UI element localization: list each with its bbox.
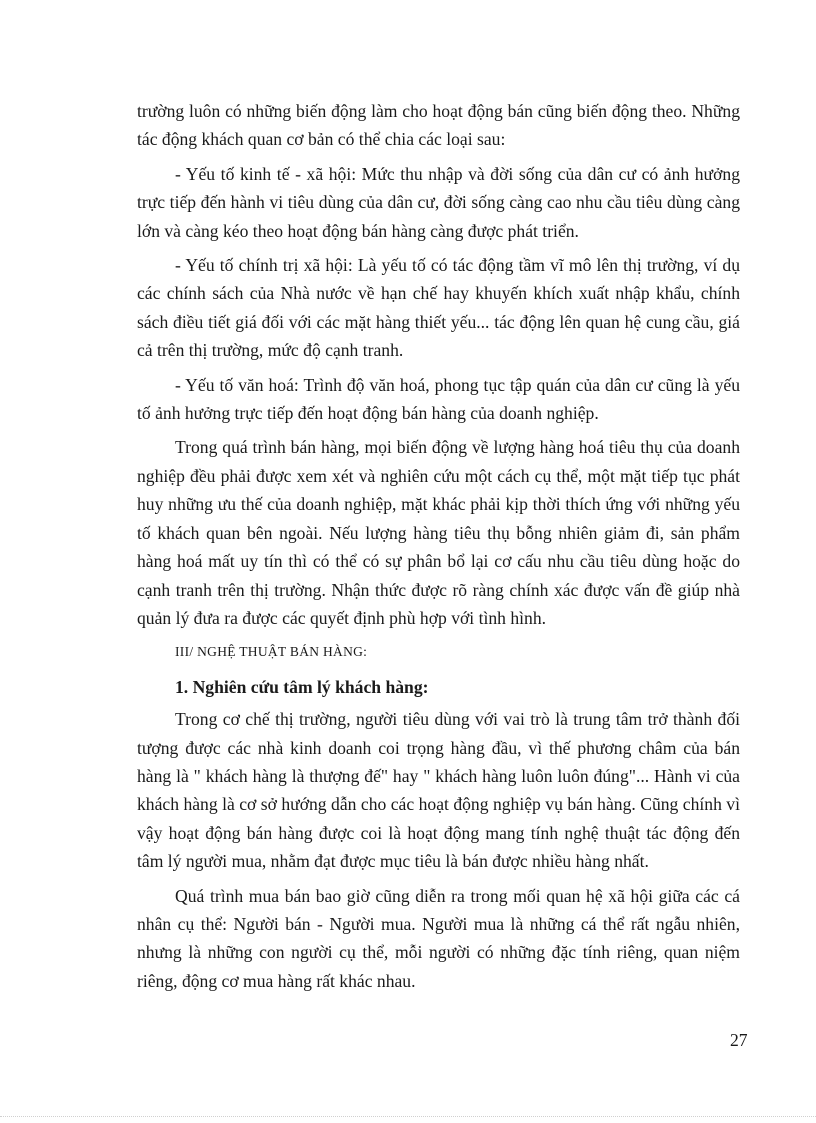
document-body <box>137 97 740 1001</box>
paragraph: Trong cơ chế thị trường, người tiêu dùng với vai trò là trung tâm trở thành đối tượng được các nhà kinh doanh coi trọng hàng đầu, vì thế phương châm của bán hàng là " khách hàng là thượng đế" hay " khách hàng luôn luôn đúng"... Hành vi của khách hàng là cơ sở hướng dẫn cho các hoạt động nghiệp vụ bán hàng. Cũng chính vì vậy hoạt động bán hàng được coi là hoạt động mang tính nghệ thuật tác động đến tâm lý người mua, nhằm đạt được mục tiêu là bán được nhiều hàng nhất. <box>137 709 740 872</box>
sub-heading: 1. Nghiên cứu tâm lý khách hàng: <box>175 676 429 697</box>
paragraph: trường luôn có những biến động làm cho hoạt động bán cũng biến động theo. Những tác động khách quan cơ bản có thể chia các loại sau: <box>137 101 740 150</box>
paragraph: - Yếu tố kinh tế - xã hội: Mức thu nhập và đời sống của dân cư có ảnh hưởng trực tiếp đến hành vi tiêu dùng của dân cư, đời sống càng cao nhu cầu tiêu dùng càng lớn và càng kéo theo hoạt động bán hàng càng được phát triển. <box>137 163 740 241</box>
paragraph: - Yếu tố chính trị xã hội: Là yếu tố có tác động tầm vĩ mô lên thị trường, ví dụ các chính sách của Nhà nước về hạn chế hay khuyến khích xuất nhập khẩu, chính sách điều tiết giá đối với các mặt hàng thiết yếu... tác động lên quan hệ cung cầu, giá cả trên thị trường, mức độ cạnh tranh. <box>137 255 740 361</box>
paragraph: Trong quá trình bán hàng, mọi biến động về lượng hàng hoá tiêu thụ của doanh nghiệp đều phải được xem xét và nghiên cứu một cách cụ thể, một mặt tiếp tục phát huy những ưu thế của doanh nghiệp, mặt khác phải kịp thời thích ứng với những yếu tố khách quan bên ngoài. Nếu lượng hàng tiêu thụ bỗng nhiên giảm đi, sản phẩm hàng hoá mất uy tín thì có thể có sự phân bổ lại cơ cấu nhu cầu tiêu dùng hoặc do cạnh tranh trên thị trường. Nhận thức được rõ ràng chính xác được vấn đề giúp nhà quản lý đưa ra được các quyết định phù hợp với tình hình. <box>137 437 740 628</box>
paragraph: - Yếu tố văn hoá: Trình độ văn hoá, phong tục tập quán của dân cư cũng là yếu tố ảnh hưởng trực tiếp đến hoạt động bán hàng của doanh nghiệp. <box>137 374 740 424</box>
page-number: 27 <box>730 1030 748 1050</box>
section-heading: III/ NGHỆ THUẬT BÁN HÀNG: <box>175 644 368 660</box>
paragraph: Quá trình mua bán bao giờ cũng diễn ra trong mối quan hệ xã hội giữa các cá nhân cụ thể: Người bán - Người mua. Người mua là những cá thể rất ngẫu nhiên, nhưng là những con người cụ thể, mỗi người có những đặc tính riêng, quan niệm riêng, động cơ mua hàng rất khác nhau. <box>137 885 740 991</box>
page-bottom-divider <box>0 1116 816 1117</box>
